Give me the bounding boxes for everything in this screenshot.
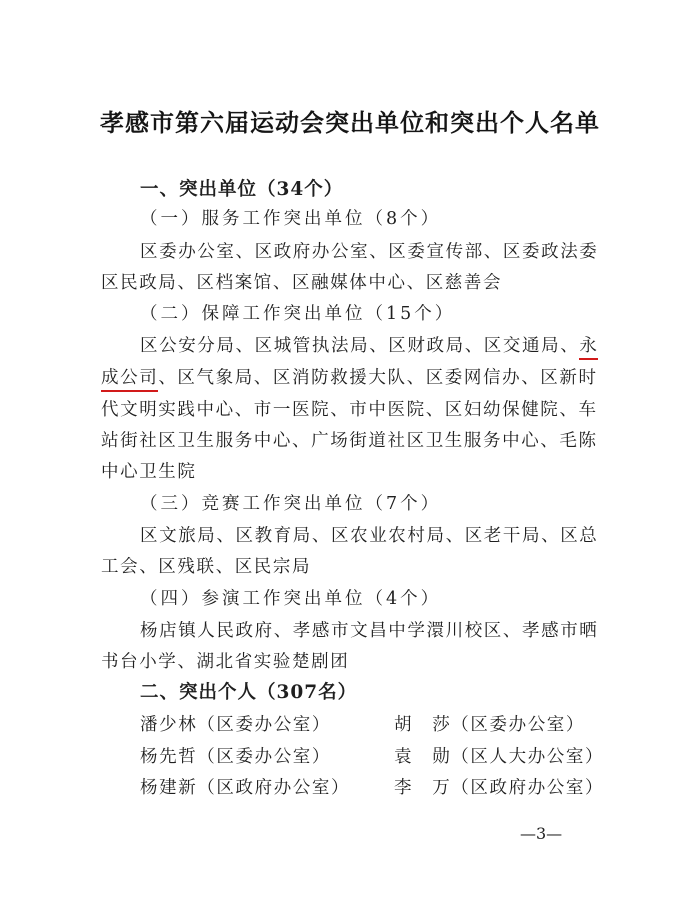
group1-line1: 区委办公室、区政府办公室、区委宣传部、区委政法委 [140,242,599,262]
person-left-3: 杨建新（区政府办公室） [140,778,351,798]
group4-line2: 书台小学、湖北省实验楚剧团 [101,652,350,672]
group2-line2-text: 、区气象局、区消防救援大队、区委网信办、区新时 [158,368,598,388]
group2-line3: 代文明实践中心、市一医院、市中医院、区妇幼保健院、车 [101,400,598,420]
group4-heading: （四）参演工作突出单位（4个） [140,589,442,609]
group2-line2 [101,366,598,390]
group2-line1-text: 区公安分局、区城管执法局、区财政局、区交通局、 [140,336,580,356]
group2-line4: 站街社区卫生服务中心、广场街道社区卫生服务中心、毛陈 [101,431,598,451]
group1-heading: （一）服务工作突出单位（8个） [140,209,442,229]
person-left-1: 潘少林（区委办公室） [140,715,331,735]
group3-heading: （三）竞赛工作突出单位（7个） [140,494,442,514]
person-left-2: 杨先哲（区委办公室） [140,747,331,767]
page-title: 孝感市第六届运动会突出单位和突出个人名单 [100,108,600,137]
group1-line2: 区民政局、区档案馆、区融媒体中心、区慈善会 [101,273,503,293]
page-number: —3— [520,824,563,843]
person-right-1: 胡 莎（区委办公室） [394,715,585,735]
section2-heading: 二、突出个人（307名） [140,682,358,703]
group2-heading: （二）保障工作突出单位（15个） [140,304,456,324]
group4-line1: 杨店镇人民政府、孝感市文昌中学澴川校区、孝感市晒 [140,621,599,641]
group2-line5: 中心卫生院 [101,462,197,482]
group3-line2: 工会、区残联、区民宗局 [101,557,312,577]
group2-line1 [140,334,598,358]
section1-heading: 一、突出单位（34个） [140,179,344,200]
group3-line1: 区文旅局、区教育局、区农业农村局、区老干局、区总 [140,526,599,546]
underlined-company-part2: 成公司 [101,368,158,392]
person-right-2: 袁 勋（区人大办公室） [394,747,605,767]
person-right-3: 李 万（区政府办公室） [394,778,605,798]
underlined-company-part1: 永 [579,336,598,360]
